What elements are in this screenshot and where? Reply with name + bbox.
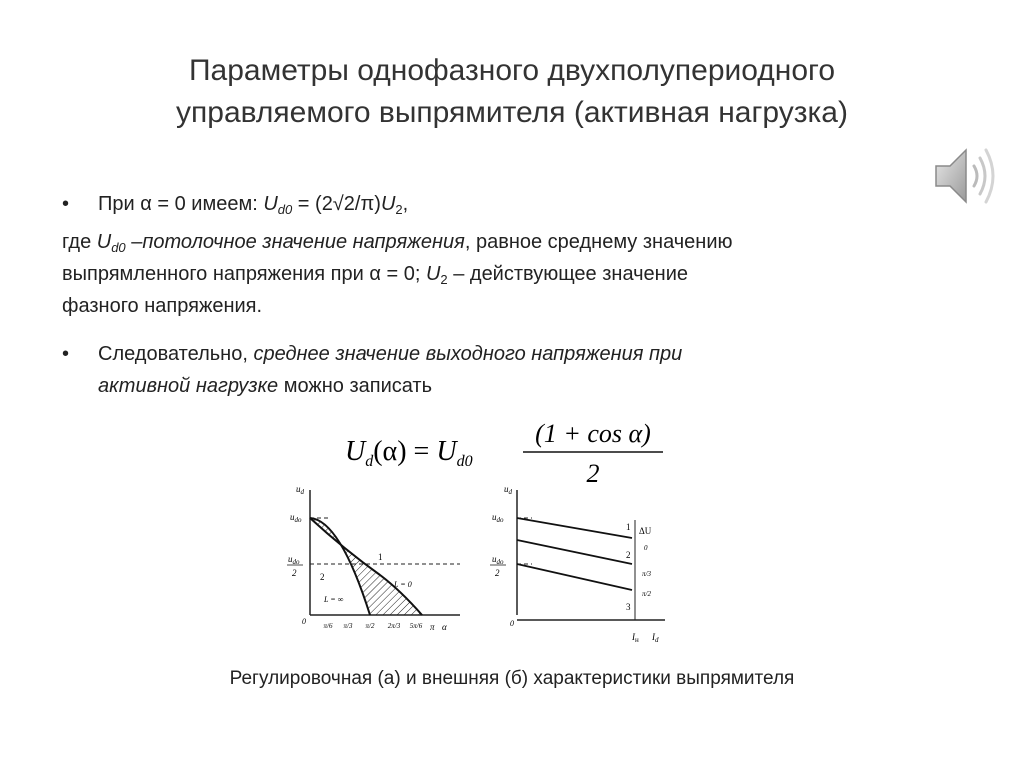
svg-text:udo: $u_{do}$ bbox=[492, 554, 504, 566]
figures bbox=[270, 480, 690, 650]
title-line-2: управляемого выпрямителя (активная нагрузка) bbox=[176, 96, 848, 129]
svg-text:ud: $u_d$ bbox=[504, 484, 512, 496]
svg-text:3: 3 bbox=[626, 602, 631, 612]
paragraph-4: фазного напряжения. bbox=[62, 295, 263, 317]
svg-text:α: α bbox=[442, 622, 447, 632]
svg-text:2: 2 bbox=[495, 568, 500, 578]
svg-text:Id: $I_d$ bbox=[652, 632, 659, 644]
formula-numerator: (1 + cos α) bbox=[535, 420, 651, 448]
bullet: • bbox=[62, 343, 70, 365]
fig-b-line-1 bbox=[517, 518, 632, 538]
svg-text:udo: $u_{do}$ bbox=[288, 554, 300, 566]
svg-text:5π/6: 5π/6 bbox=[409, 622, 423, 630]
bullet: • bbox=[62, 193, 70, 215]
title-line-1: Параметры однофазного двухполупериодного bbox=[188, 54, 836, 87]
svg-text:0: 0 bbox=[302, 617, 306, 626]
svg-text:L = ∞: L = ∞ bbox=[324, 595, 344, 604]
slide-title bbox=[60, 50, 964, 134]
svg-text:1: 1 bbox=[378, 552, 383, 562]
fig-b-line-2 bbox=[517, 540, 632, 564]
fig-b-line-3 bbox=[517, 564, 632, 590]
term-ceiling-voltage: потолочное значение напряжения bbox=[142, 231, 465, 253]
svg-text:π/2: π/2 bbox=[365, 622, 375, 630]
svg-text:1: 1 bbox=[626, 522, 631, 532]
svg-text:udo: $u_{do}$ bbox=[290, 512, 302, 524]
svg-text:L = 0: L = 0 bbox=[394, 580, 412, 589]
figure-a bbox=[287, 484, 460, 632]
svg-text:2: 2 bbox=[626, 550, 631, 560]
svg-text:Ud(α) = Ud0: $U_d(\alpha) = U_{d0}$ bbox=[345, 436, 473, 470]
svg-text:2: 2 bbox=[292, 568, 297, 578]
svg-text:ud: $u_d$ bbox=[296, 484, 304, 496]
svg-text:π/2: π/2 bbox=[642, 590, 651, 598]
speaker-icon[interactable] bbox=[930, 138, 1002, 214]
paragraph-2: где $U_{d0}$ –потолочное значение напряжения, равное среднему значению bbox=[62, 231, 733, 255]
svg-text:ΔU: ΔU bbox=[639, 526, 652, 536]
paragraph-3: выпрямленного напряжения при α = 0; $U_2$ – действующее значение bbox=[62, 263, 689, 287]
svg-text:0: 0 bbox=[510, 619, 514, 628]
svg-text:2π/3: 2π/3 bbox=[387, 622, 401, 630]
svg-text:π/3: π/3 bbox=[343, 622, 353, 630]
svg-text:Iн: $I_н$ bbox=[632, 632, 639, 644]
svg-text:udo: $u_{do}$ bbox=[492, 512, 504, 524]
svg-text:π/6: π/6 bbox=[323, 622, 333, 630]
figure-caption: Регулировочная (а) и внешняя (б) характеристики выпрямителя bbox=[229, 668, 795, 689]
paragraph-1: При α = 0 имеем: $U_{d0} = (2√2/\pi)U_2$, bbox=[98, 193, 409, 217]
svg-text:2: 2 bbox=[320, 572, 325, 582]
paragraph-5: Следовательно, среднее значение выходного напряжения при bbox=[98, 343, 683, 365]
svg-text:π/3: π/3 bbox=[642, 570, 651, 578]
formula-denominator: 2 bbox=[586, 459, 600, 488]
figure-b bbox=[490, 484, 665, 644]
svg-text:0: 0 bbox=[644, 544, 648, 552]
svg-text:π: π bbox=[430, 622, 435, 632]
paragraph-6: активной нагрузке можно записать bbox=[98, 375, 433, 397]
